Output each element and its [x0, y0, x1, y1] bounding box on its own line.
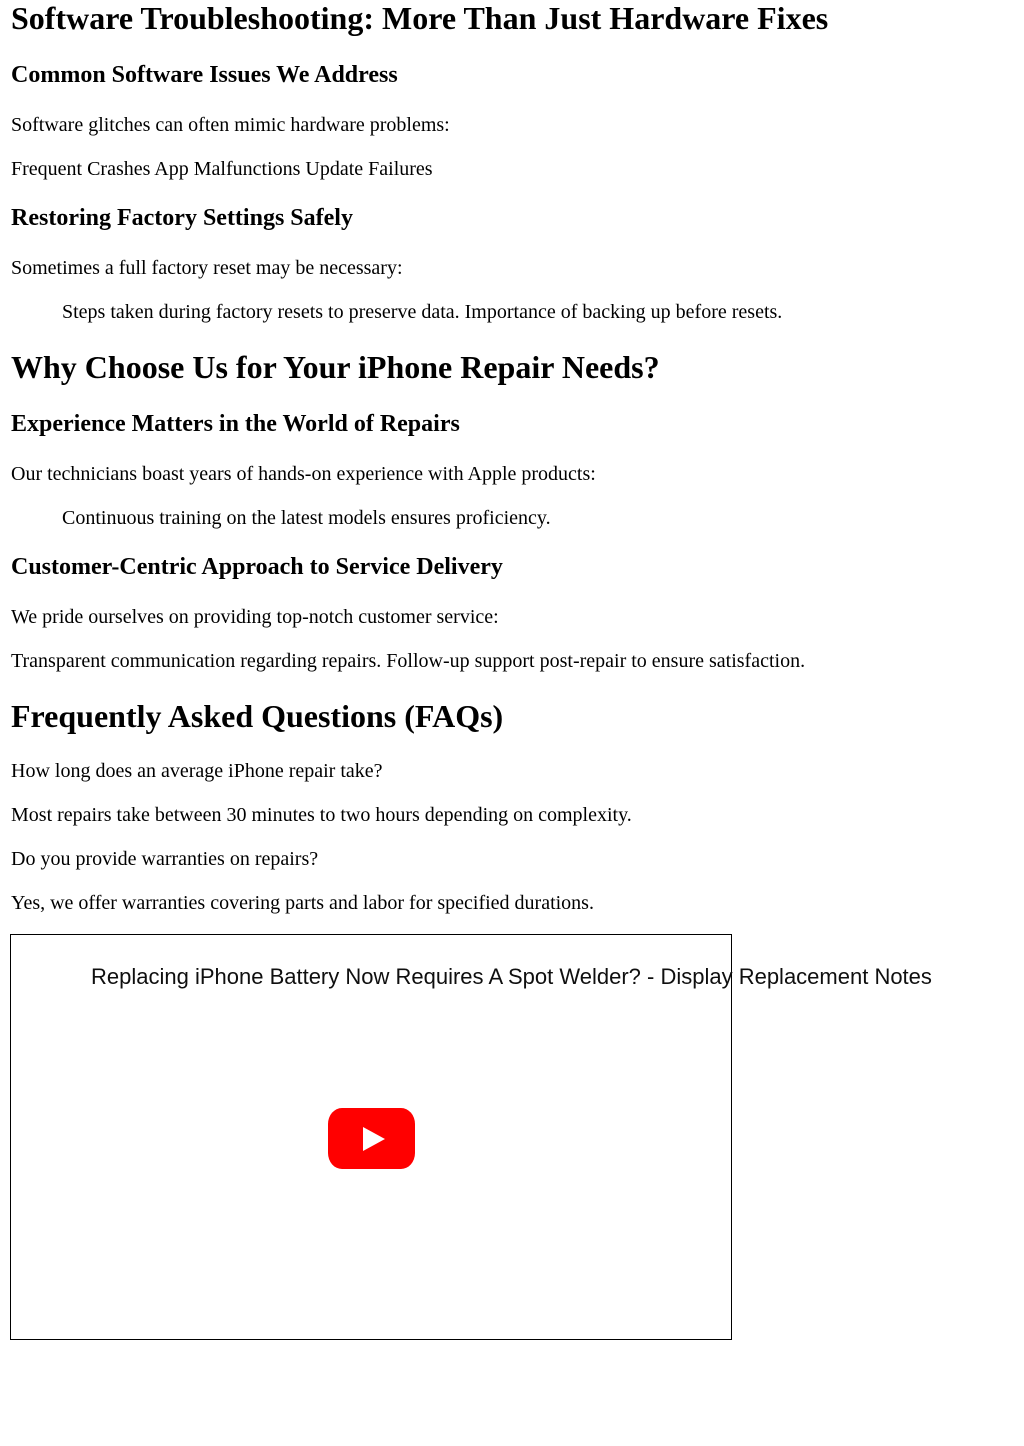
video-title[interactable]: Replacing iPhone Battery Now Requires A Spot Welder? - Display Replacement Notes [91, 964, 932, 989]
faq-answer: Yes, we offer warranties covering parts and labor for specified durations. [11, 892, 594, 914]
section-heading-why-choose-us: Why Choose Us for Your iPhone Repair Needs? [11, 349, 660, 385]
faq-question: How long does an average iPhone repair take? [11, 760, 383, 782]
customer-centric-list: Transparent communication regarding repairs. Follow-up support post-repair to ensure satisfaction. [11, 650, 806, 672]
subheading-customer-centric: Customer-Centric Approach to Service Delivery [11, 554, 503, 580]
play-button[interactable] [328, 1108, 415, 1169]
factory-settings-intro: Sometimes a full factory reset may be necessary: [11, 257, 403, 279]
video-embed[interactable] [10, 934, 932, 1340]
subheading-common-issues: Common Software Issues We Address [11, 62, 398, 88]
faq-answer: Most repairs take between 30 minutes to two hours depending on complexity. [11, 804, 632, 826]
play-icon [363, 1127, 385, 1151]
faq-question: Do you provide warranties on repairs? [11, 848, 319, 870]
common-issues-intro: Software glitches can often mimic hardware problems: [11, 114, 450, 136]
experience-intro: Our technicians boast years of hands-on experience with Apple products: [11, 463, 596, 485]
common-issues-list: Frequent Crashes App Malfunctions Update Failures [11, 158, 433, 180]
section-heading-software: Software Troubleshooting: More Than Just Hardware Fixes [11, 0, 829, 36]
experience-quote: Continuous training on the latest models ensures proficiency. [62, 507, 551, 529]
section-heading-faqs: Frequently Asked Questions (FAQs) [11, 698, 504, 734]
factory-settings-quote: Steps taken during factory resets to preserve data. Importance of backing up before resets. [62, 301, 783, 323]
subheading-factory-settings: Restoring Factory Settings Safely [11, 205, 353, 231]
subheading-experience: Experience Matters in the World of Repairs [11, 411, 460, 437]
customer-centric-intro: We pride ourselves on providing top-notch customer service: [11, 606, 499, 628]
